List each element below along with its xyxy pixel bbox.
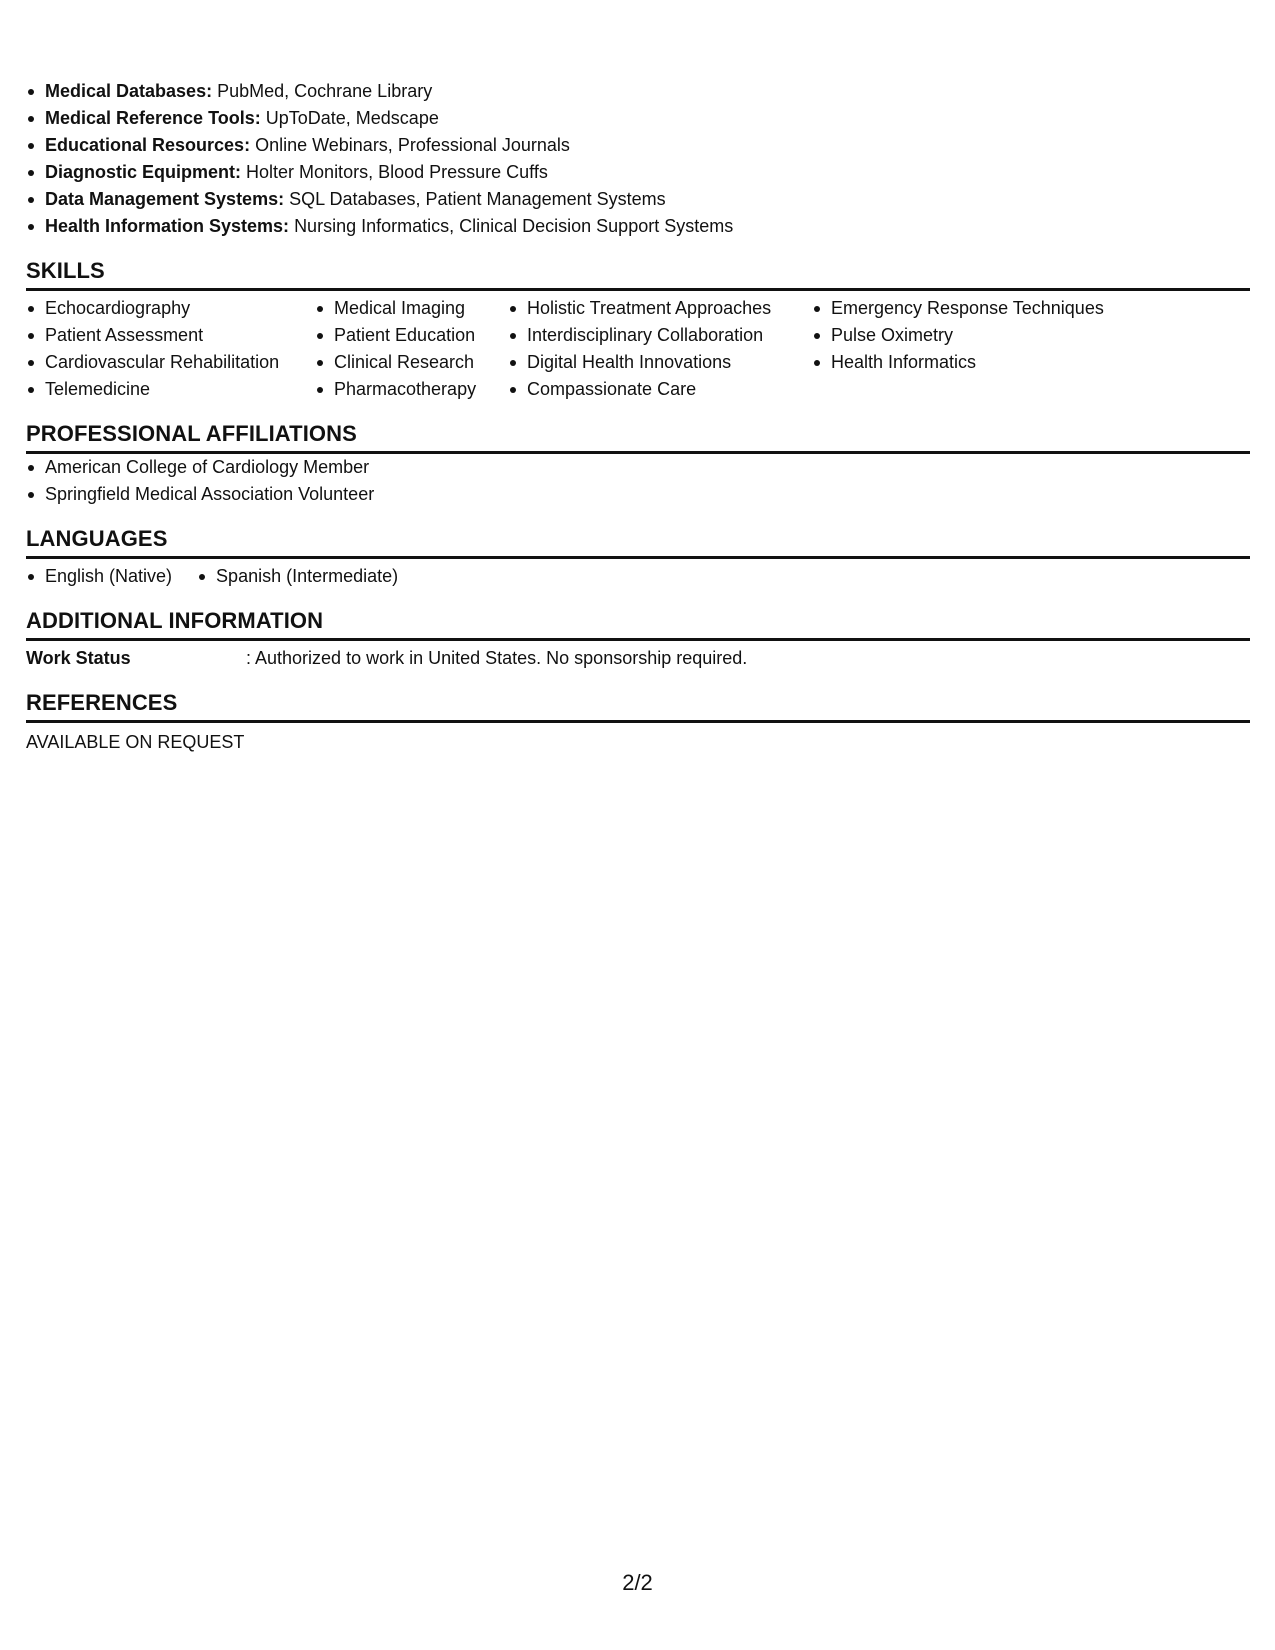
skill-item: Pharmacotherapy bbox=[315, 376, 508, 403]
skills-grid bbox=[26, 295, 1250, 403]
skill-item: Patient Assessment bbox=[26, 322, 315, 349]
list-item bbox=[26, 132, 1250, 159]
section-title: LANGUAGES bbox=[26, 526, 1250, 559]
languages-row bbox=[26, 563, 1250, 590]
list-item bbox=[26, 78, 1250, 105]
item-value: Holter Monitors, Blood Pressure Cuffs bbox=[246, 162, 548, 182]
item-value: Online Webinars, Professional Journals bbox=[255, 135, 570, 155]
skill-item: Pulse Oximetry bbox=[812, 322, 1132, 349]
item-label: Health Information Systems: bbox=[45, 216, 290, 236]
list-item: American College of Cardiology Member bbox=[26, 454, 1250, 481]
list-item: Springfield Medical Association Volunteer bbox=[26, 481, 1250, 508]
skill-item: Cardiovascular Rehabilitation bbox=[26, 349, 315, 376]
item-value: SQL Databases, Patient Management Systems bbox=[289, 189, 666, 209]
skill-item: Health Informatics bbox=[812, 349, 1132, 376]
skill-item: Clinical Research bbox=[315, 349, 508, 376]
skill-item: Patient Education bbox=[315, 322, 508, 349]
list-item bbox=[26, 186, 1250, 213]
tools-list bbox=[26, 78, 1250, 240]
page-number: 2/2 bbox=[622, 1570, 653, 1595]
language-item: Spanish (Intermediate) bbox=[197, 563, 398, 590]
skills-column bbox=[315, 295, 508, 403]
skills-section bbox=[26, 258, 1250, 403]
references-text: AVAILABLE ON REQUEST bbox=[26, 732, 245, 752]
item-label: Data Management Systems: bbox=[45, 189, 285, 209]
item-value: UpToDate, Medscape bbox=[265, 108, 439, 128]
language-item: English (Native) bbox=[26, 563, 172, 590]
languages-list bbox=[26, 563, 423, 590]
additional-info-section bbox=[26, 608, 1250, 672]
languages-section bbox=[26, 526, 1250, 590]
item-label: Medical Reference Tools: bbox=[45, 108, 261, 128]
resume-page bbox=[26, 78, 1250, 756]
skill-item: Medical Imaging bbox=[315, 295, 508, 322]
skill-item: Interdisciplinary Collaboration bbox=[508, 322, 812, 349]
item-value: Nursing Informatics, Clinical Decision Support Systems bbox=[294, 216, 734, 236]
item-label: Educational Resources: bbox=[45, 135, 251, 155]
affiliations-list bbox=[26, 454, 1250, 508]
section-title: SKILLS bbox=[26, 258, 1250, 291]
skill-item: Echocardiography bbox=[26, 295, 315, 322]
skill-item: Compassionate Care bbox=[508, 376, 812, 403]
skill-item: Holistic Treatment Approaches bbox=[508, 295, 812, 322]
skills-column bbox=[812, 295, 1132, 403]
work-status-label: Work Status bbox=[26, 648, 131, 668]
affiliations-section bbox=[26, 421, 1250, 508]
skill-item: Digital Health Innovations bbox=[508, 349, 812, 376]
item-label: Diagnostic Equipment: bbox=[45, 162, 242, 182]
skills-column bbox=[508, 295, 812, 403]
item-value: PubMed, Cochrane Library bbox=[217, 81, 433, 101]
item-label: Medical Databases: bbox=[45, 81, 213, 101]
section-title: ADDITIONAL INFORMATION bbox=[26, 608, 1250, 641]
list-item bbox=[26, 159, 1250, 186]
skills-column bbox=[26, 295, 315, 403]
section-title: REFERENCES bbox=[26, 690, 1250, 723]
list-item bbox=[26, 105, 1250, 132]
section-title: PROFESSIONAL AFFILIATIONS bbox=[26, 421, 1250, 454]
skill-item: Telemedicine bbox=[26, 376, 315, 403]
work-status-row bbox=[26, 645, 1250, 672]
list-item bbox=[26, 213, 1250, 240]
references-section bbox=[26, 690, 1250, 756]
skill-item: Emergency Response Techniques bbox=[812, 295, 1132, 322]
work-status-value: : Authorized to work in United States. No sponsorship required. bbox=[246, 648, 748, 668]
